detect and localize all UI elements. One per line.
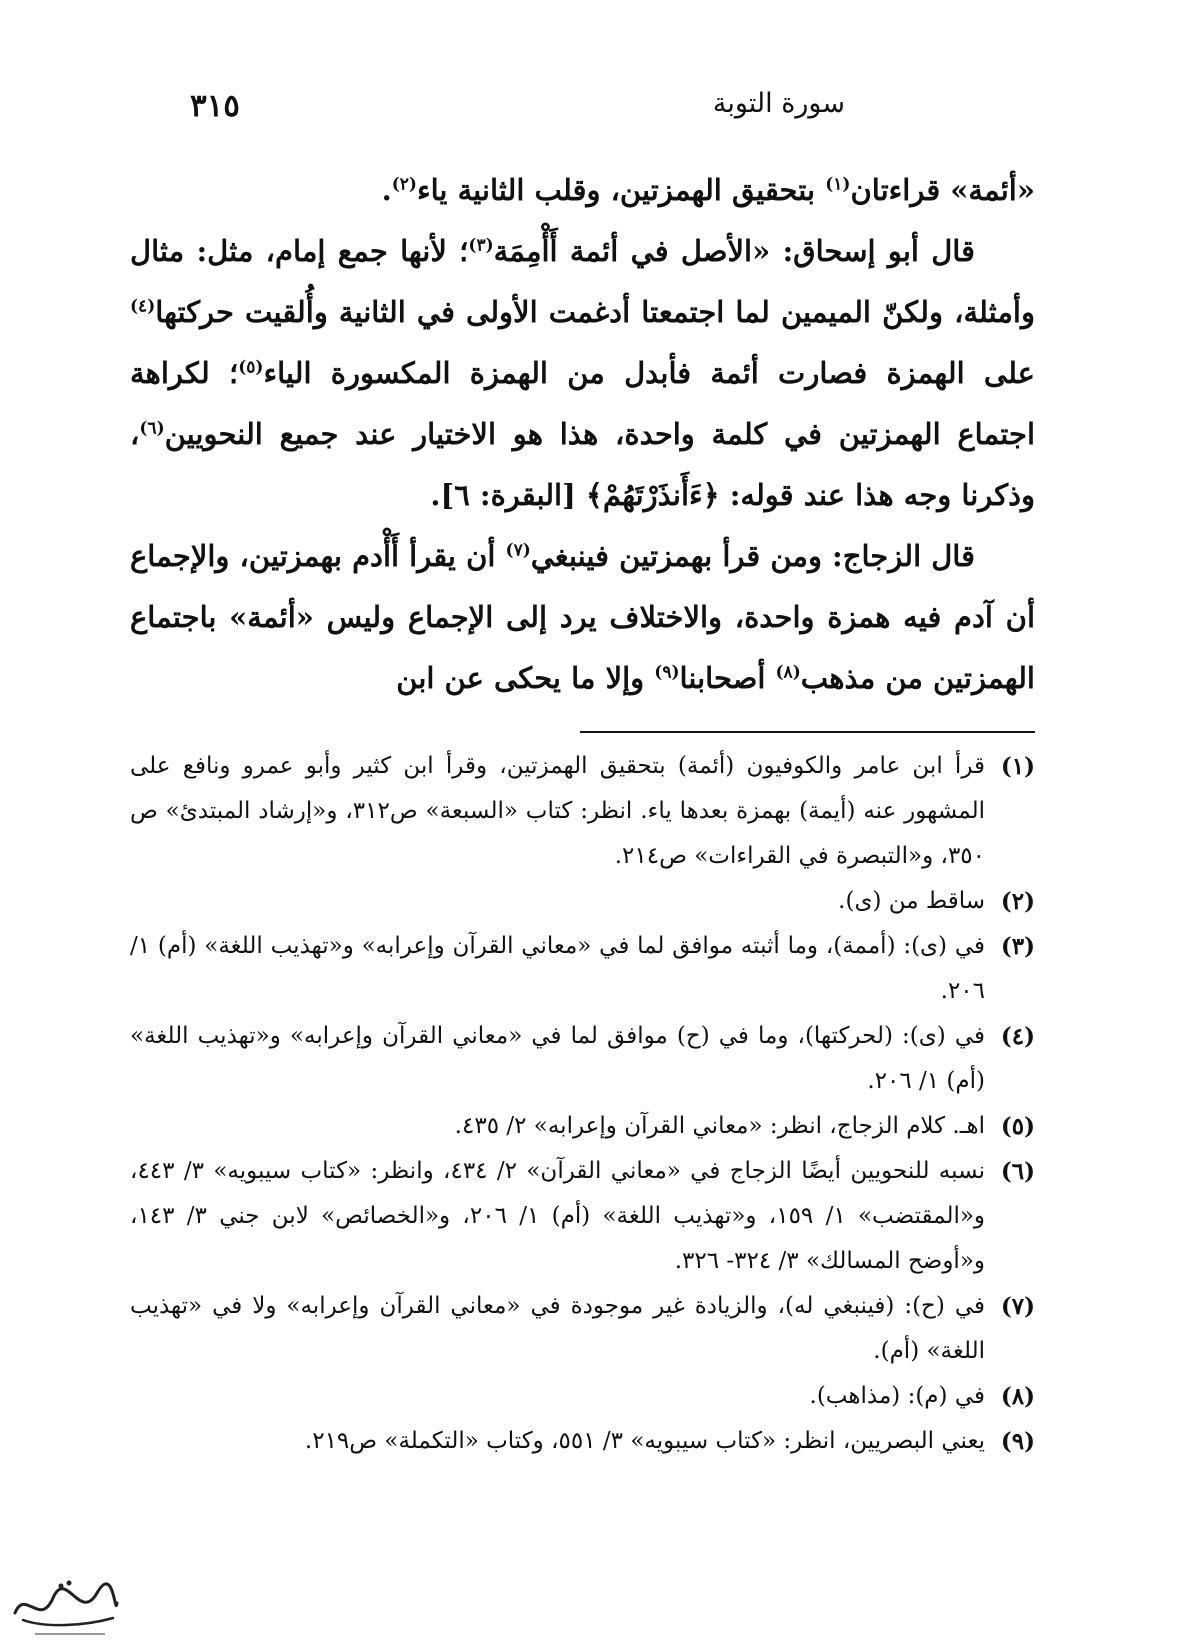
footnote-number: (٩): [1000, 1428, 1035, 1455]
footnote-text: يعني البصريين، انظر: «كتاب سيبويه» ٣/ ٥٥١، وكتاب «التكملة» ص٢١٩.: [304, 1428, 985, 1454]
footnote-number: (٧): [1000, 1293, 1035, 1320]
footnote: [130, 924, 1035, 1014]
page-header: [190, 88, 845, 128]
footnote-ref-4[interactable]: (٤): [130, 296, 156, 317]
footnote: [130, 1374, 1035, 1419]
surah-title: سورة التوبة: [712, 88, 845, 119]
footnote: [130, 1149, 1035, 1284]
footnote-ref-9[interactable]: (٩): [654, 662, 680, 683]
page-number: ٣١٥: [190, 88, 240, 124]
paragraph-1: «أئمة» قراءتان$^{(١)}$ بتحقيق الهمزتين، وقلب الثانية ياء$^{(٢)}$.: [381, 173, 1035, 207]
footnote-number: (٨): [1000, 1383, 1035, 1410]
paragraph-2: قال أبو إسحاق: «الأصل في أئمة أَأْمِمَة$^{(٣)}$؛ لأنها جمع إمام، مثل: مثال وأمثلة، ولكنّ الميمين لما اجتمعتا أدغمت الأولى في الثانية وأُلقيت حركتها$^{(٤)}$ على الهمزة فصارت أئمة فأبدل من الهمزة المكسورة الياء$^{(٥)}$؛ لكراهة اجتماع الهمزتين في كلمة واحدة، هذا هو الاختيار عند جميع النحويين$^{(٦)}$، وذكرنا وجه هذا عند قوله: ﴿ءَأَنذَرْتَهُمْ﴾ [البقرة: ٦].: [130, 234, 1035, 512]
footnote-text: في (ى): (أممة)، وما أثبته موافق لما في «معاني القرآن وإعرابه» و«تهذيب اللغة» (أم) ١/ ٢٠٦.: [130, 933, 985, 1004]
footnote-separator: [580, 731, 1035, 733]
footnote: [130, 1284, 1035, 1374]
footnote-text: اهـ. كلام الزجاج، انظر: «معاني القرآن وإعرابه» ٢/ ٤٣٥.: [454, 1113, 985, 1139]
footnotes: [130, 744, 1035, 1464]
footnote-ref-3[interactable]: (٣): [468, 235, 494, 256]
footnote: [130, 879, 1035, 924]
footnote-ref-1[interactable]: (١): [825, 174, 851, 195]
footnote-ref-8[interactable]: (٨): [775, 662, 801, 683]
footnote: [130, 1419, 1035, 1464]
footnote: [130, 1104, 1035, 1149]
main-text: [130, 160, 1035, 709]
footnote-ref-6[interactable]: (٦): [139, 418, 165, 439]
footnote-number: (٢): [1000, 888, 1035, 915]
footnote-text: نسبه للنحويين أيضًا الزجاج في «معاني القرآن» ٢/ ٤٣٤، وانظر: «كتاب سيبويه» ٣/ ٤٤٣، و«المقتضب» ١/ ١٥٩، و«تهذيب اللغة» (أم) ١/ ٢٠٦، و«الخصائص» لابن جني ٣/ ١٤٣، و«أوضح المسالك» ٣/ ٣٢٤- ٣٢٦.: [130, 1158, 986, 1274]
footnote-number: (٤): [1000, 1023, 1035, 1050]
footnote-text: في (ح): (فينبغي له)، والزيادة غير موجودة في «معاني القرآن وإعرابه» ولا في «تهذيب اللغة» (أم).: [130, 1293, 985, 1364]
footnote: [130, 1014, 1035, 1104]
footnote-number: (١): [1000, 753, 1035, 780]
footnote-ref-7[interactable]: (٧): [505, 540, 531, 561]
footnote-text: ساقط من (ى).: [838, 888, 985, 914]
footnote-text: في (ى): (لحركتها)، وما في (ح) موافق لما في «معاني القرآن وإعرابه» و«تهذيب اللغة» (أم) ١/ ٢٠٦.: [130, 1023, 985, 1094]
footnote-number: (٦): [1000, 1158, 1035, 1185]
footnote-number: (٣): [1000, 933, 1035, 960]
footnote-ref-2[interactable]: (٢): [391, 174, 417, 195]
paragraph-3: قال الزجاج: ومن قرأ بهمزتين فينبغي$^{(٧)}$ أن يقرأ أَأْدم بهمزتين، والإجماع أن آدم فيه همزة واحدة، والاختلاف يرد إلى الإجماع وليس «أئمة» باجتماع الهمزتين من مذهب$^{(٨)}$ أصحابنا$^{(٩)}$ وإلا ما يحكى عن ابن: [130, 539, 1035, 695]
footnote-text: في (م): (مذاهب).: [809, 1383, 985, 1409]
footnote: [130, 744, 1035, 879]
watermark-logo: [5, 1568, 125, 1643]
footnote-number: (٥): [1000, 1113, 1035, 1140]
footnote-ref-5[interactable]: (٥): [238, 357, 264, 378]
footnote-text: قرأ ابن عامر والكوفيون (أئمة) بتحقيق الهمزتين، وقرأ ابن كثير وأبو عمرو ونافع على المشهور عنه (أيمة) بهمزة بعدها ياء. انظر: كتاب «السبعة» ص٣١٢، و«إرشاد المبتدئ» ص ٣٥٠، و«التبصرة في القراءات» ص٢١٤.: [130, 753, 985, 869]
